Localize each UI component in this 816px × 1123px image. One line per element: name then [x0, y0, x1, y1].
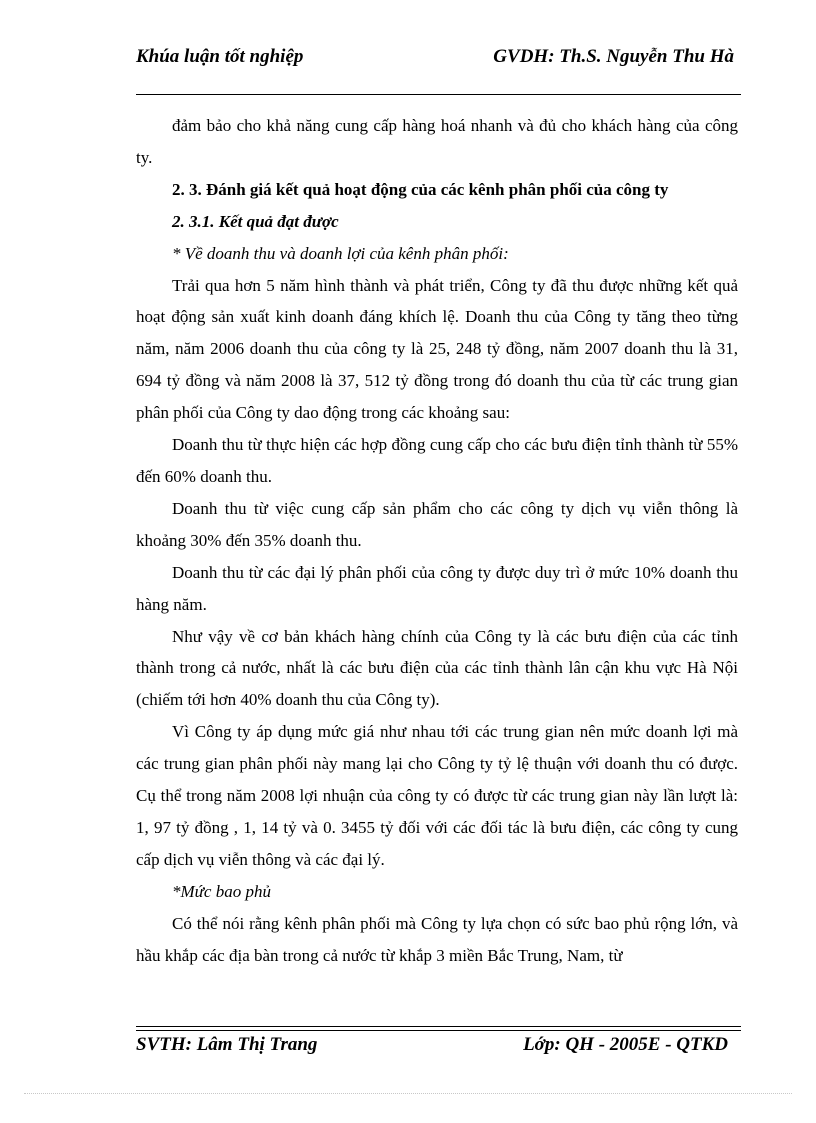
page-body	[136, 110, 738, 971]
paragraph-coverage: Có thể nói rằng kênh phân phối mà Công ty lựa chọn có sức bao phủ rộng lớn, và hầu khắp các địa bàn trong cả nước từ khắp 3 miền Bắc Trung, Nam, từ	[136, 913, 738, 965]
page-edge-line	[24, 1093, 792, 1094]
subheading-revenue: * Về doanh thu và doanh lợi của kênh phân phối:	[172, 243, 509, 263]
paragraph-continuation: đảm bảo cho khả năng cung cấp hàng hoá nhanh và đủ cho khách hàng của công ty.	[136, 116, 738, 167]
paragraph-profit: Vì Công ty áp dụng mức giá như nhau tới các trung gian nên mức doanh lợi mà các trung gian phân phối này mang lại cho Công ty tỷ lệ thuận với doanh thu có được. Cụ thể trong năm 2008 lợi nhuận của công ty có được từ các trung gian này lần lượt là: 1, 97 tỷ đồng , 1, 14 tỷ và 0. 3455 tỷ đối với các đối tác là bưu điện, các công ty cung cấp dịch vụ viễn thông và các đại lý.	[136, 722, 738, 869]
header-divider	[136, 94, 741, 95]
footer-class: Lớp: QH - 2005E - QTKD	[523, 1034, 728, 1055]
paragraph-post-office-revenue: Doanh thu từ thực hiện các hợp đồng cung cấp cho các bưu điện tỉnh thành từ 55% đến 60% doanh thu.	[136, 435, 738, 486]
paragraph-telecom-revenue: Doanh thu từ việc cung cấp sản phẩm cho các công ty dịch vụ viễn thông là khoảng 30% đến 35% doanh thu.	[136, 498, 738, 550]
footer-student: SVTH: Lâm Thị Trang	[136, 1034, 318, 1055]
subheading-coverage: *Mức bao phủ	[172, 881, 271, 901]
page-footer	[136, 1034, 728, 1062]
paragraph-revenue-growth: Trải qua hơn 5 năm hình thành và phát triển, Công ty đã thu được những kết quả hoạt động sản xuất kinh doanh đáng khích lệ. Doanh thu của Công ty tăng theo từng năm, năm 2006 doanh thu của công ty là 25, 248 tỷ đồng, năm 2007 doanh thu là 31, 694 tỷ đồng và năm 2008 là 37, 512 tỷ đồng trong đó doanh thu của từ các trung gian phân phối của Công ty dao động trong các khoảng sau:	[136, 275, 738, 423]
footer-divider-top	[136, 1026, 741, 1027]
section-heading-2-3: 2. 3. Đánh giá kết quả hoạt động của các kênh phân phối của công ty	[172, 179, 669, 199]
page-header	[136, 46, 734, 74]
footer-divider-bottom	[136, 1030, 741, 1031]
header-supervisor: GVDH: Th.S. Nguyễn Thu Hà	[493, 46, 734, 67]
paragraph-main-customers: Như vậy về cơ bản khách hàng chính của Công ty là các bưu điện của các tỉnh thành trong cả nước, nhất là các bưu điện của các tỉnh thành lân cận khu vực Hà Nội (chiếm tới hơn 40% doanh thu của Công ty).	[136, 626, 738, 710]
subsection-heading-2-3-1: 2. 3.1. Kết quả đạt được	[172, 211, 339, 231]
paragraph-agent-revenue: Doanh thu từ các đại lý phân phối của công ty được duy trì ở mức 10% doanh thu hàng năm.	[136, 562, 738, 614]
header-thesis-title: Khúa luận tốt nghiệp	[136, 46, 304, 67]
